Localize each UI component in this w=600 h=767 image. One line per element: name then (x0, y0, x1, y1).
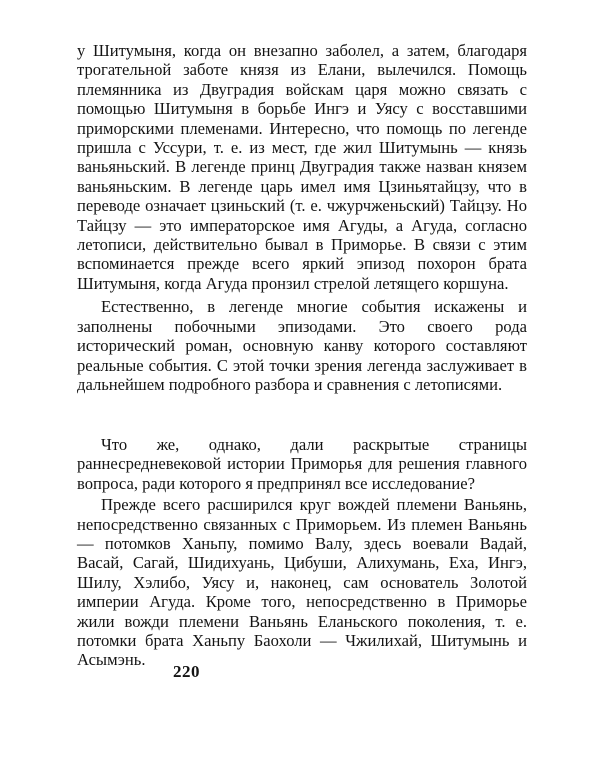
paragraph: Что же, однако, дали раскрытые страницы раннесредневековой истории Приморья для решения главного вопроса, ради которого я предпринял все исследование? (77, 435, 527, 493)
text-section-2 (77, 435, 527, 670)
text-section-1 (77, 41, 527, 394)
paragraph: Естественно, в легенде многие события искажены и заполнены побочными эпизодами. Это своего рода исторический роман, основную канву которого составляют реальные события. С этой точки зрения легенда заслуживает в дальнейшем подробного разбора и сравнения с летописями. (77, 297, 527, 394)
paragraph: у Шитумыня, когда он внезапно заболел, а затем, благодаря трогательной заботе князя из Елани, вылечился. Помощь племянника из Двуградия войскам царя можно связать с помощью Шитумыня в борьбе Ингэ и Уясу с восставшими приморскими племенами. Интересно, что помощь по легенде пришла с Уссури, т. е. из мест, где жил Шитумынь — князь ваньяньский. В легенде принц Двуградия также назван князем ваньяньским. В легенде царь имел имя Цзиньятайцзу, что в переводе означает цзиньский (т. е. чжурчженьский) Тайцзу. Но Тайцзу — это императорское имя Агуды, а Агуда, согласно летописи, действительно бывал в Приморье. В связи с этим вспоминается прежде всего яркий эпизод похорон брата Шитумыня, когда Агуда пронзил стрелой летящего коршуна. (77, 41, 527, 293)
page-number: 220 (173, 662, 200, 681)
paragraph: Прежде всего расширился круг вождей племени Ваньянь, непосредственно связанных с Приморьем. Из племен Ваньянь — потомков Ханьпу, помимо Валу, здесь воевали Вадай, Васай, Сагай, Шидихуань, Цибуши, Алихумань, Еха, Ингэ, Шилу, Хэлибо, Уясу и, наконец, сам основатель Золотой империи Агуда. Кроме того, непосредственно в Приморье жили вожди племени Ваньянь Еланьского поколения, т. е. потомки брата Ханьпу Баохоли — Чжилихай, Шитумынь и Асымэнь. (77, 495, 527, 670)
